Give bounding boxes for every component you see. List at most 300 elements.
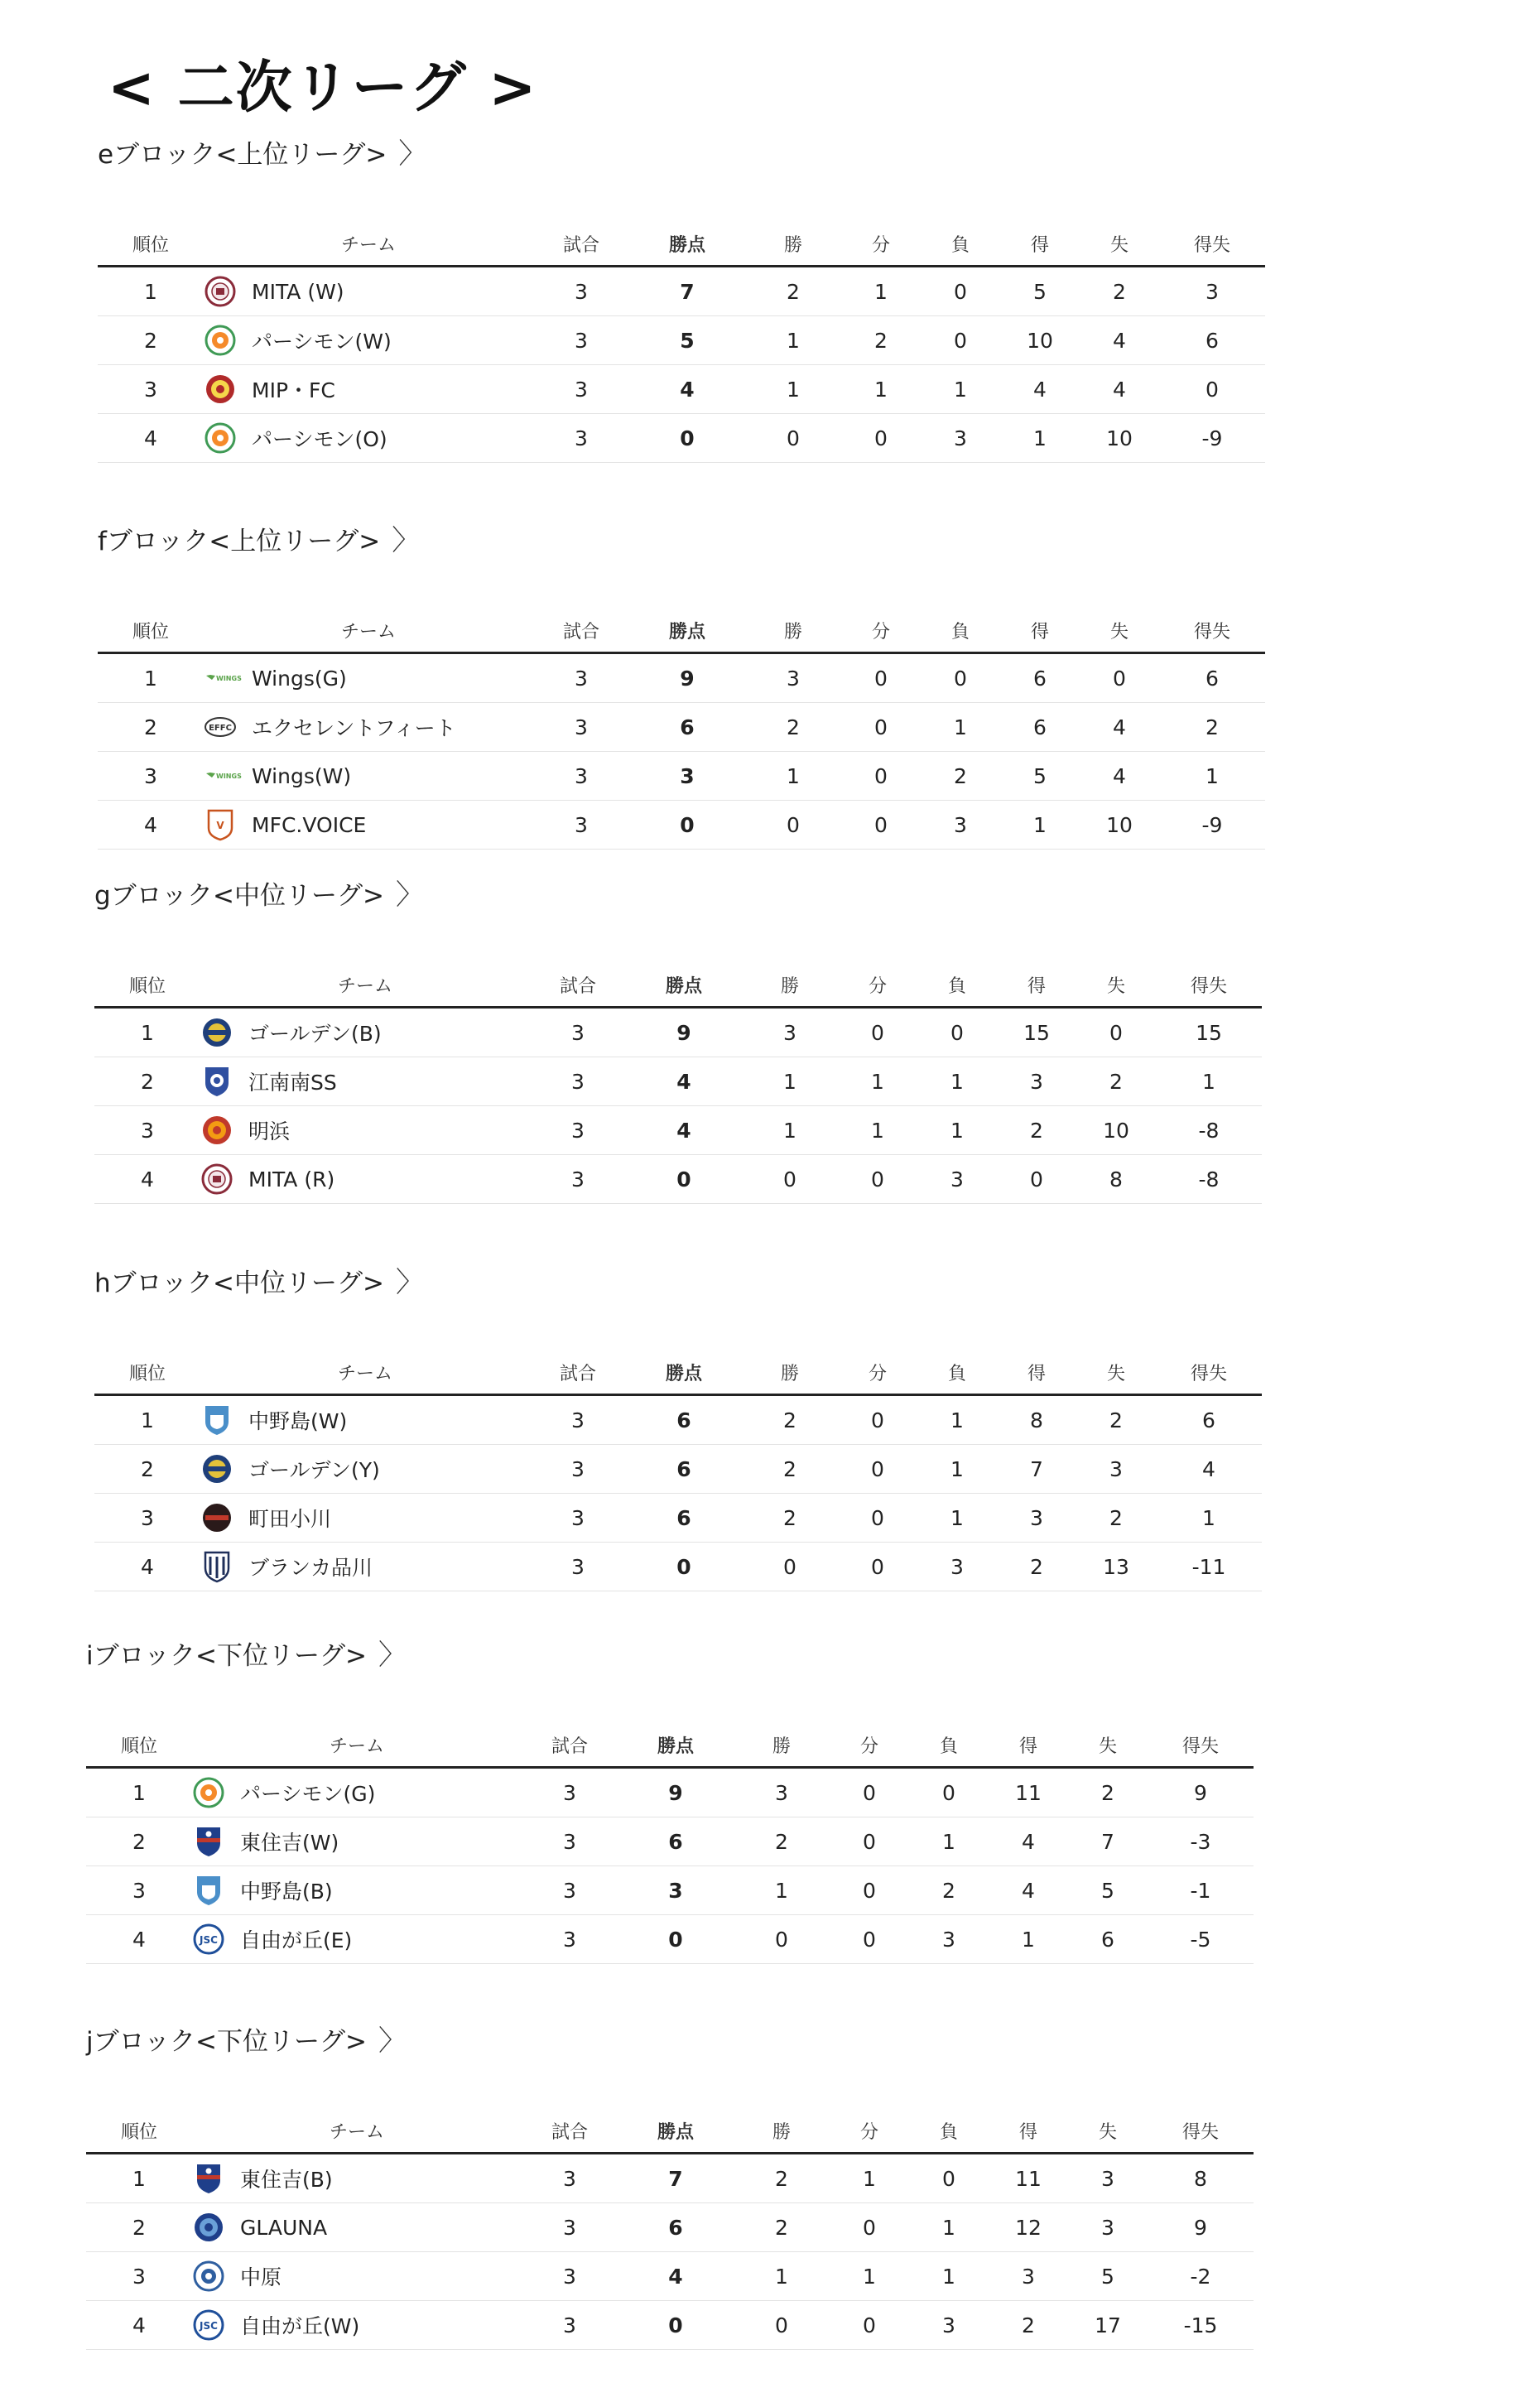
standings-table xyxy=(86,2109,1254,2350)
header-played: 試合 xyxy=(522,2109,618,2154)
team-cell xyxy=(192,2203,522,2252)
block-title-link[interactable] xyxy=(94,1259,424,1300)
drawn-cell: 1 xyxy=(830,2252,909,2301)
table-header-row xyxy=(94,1350,1262,1395)
block-title-link[interactable] xyxy=(98,131,426,171)
team-info xyxy=(192,2162,522,2195)
goal-difference-cell: -8 xyxy=(1156,1106,1262,1155)
points-cell: 9 xyxy=(626,1008,742,1057)
team-cell xyxy=(192,1768,522,1817)
goals-for-cell: 15 xyxy=(997,1008,1076,1057)
header-lost: 負 xyxy=(917,963,997,1008)
table-header-row xyxy=(94,963,1262,1008)
rank-cell: 2 xyxy=(98,703,204,752)
block-title-link[interactable] xyxy=(86,2018,407,2058)
nakanoshima-shield-icon xyxy=(200,1403,233,1437)
goals-for-cell: 2 xyxy=(997,1106,1076,1155)
team-name: パーシモン(O) xyxy=(252,427,387,451)
team-info xyxy=(192,2211,522,2244)
drawn-cell: 1 xyxy=(830,2154,909,2203)
rank-cell: 2 xyxy=(86,2203,192,2252)
standings-table xyxy=(98,222,1265,463)
team-info xyxy=(204,662,533,695)
header-goals-for: 得 xyxy=(989,2109,1068,2154)
rank-cell: 3 xyxy=(98,365,204,414)
points-cell: 3 xyxy=(618,1866,734,1915)
header-lost: 負 xyxy=(909,1723,989,1768)
team-info xyxy=(192,2260,522,2293)
team-name: ゴールデン(Y) xyxy=(248,1458,380,1482)
rank-cell: 1 xyxy=(86,1768,192,1817)
played-cell: 3 xyxy=(522,2252,618,2301)
team-cell xyxy=(204,365,533,414)
team-info xyxy=(204,421,533,455)
header-goals-for: 得 xyxy=(1000,609,1080,653)
team-name: 中野島(B) xyxy=(240,1880,333,1904)
team-name: Wings(W) xyxy=(252,763,352,788)
rank-cell: 2 xyxy=(94,1057,200,1106)
header-team: チーム xyxy=(192,2109,522,2154)
points-cell: 6 xyxy=(618,1817,734,1866)
header-played: 試合 xyxy=(530,1350,626,1395)
team-cell xyxy=(204,801,533,850)
goals-for-cell: 4 xyxy=(989,1866,1068,1915)
header-won: 勝 xyxy=(742,963,838,1008)
header-team: チーム xyxy=(204,222,533,267)
points-cell: 9 xyxy=(629,653,745,703)
team-info xyxy=(200,1452,530,1485)
goals-against-cell: 8 xyxy=(1076,1155,1156,1204)
goal-difference-cell: -8 xyxy=(1156,1155,1262,1204)
rank-cell: 1 xyxy=(94,1008,200,1057)
table-header-row xyxy=(86,1723,1254,1768)
persimmon-crest-icon xyxy=(192,1776,225,1809)
points-cell: 6 xyxy=(626,1445,742,1494)
goal-difference-cell: 9 xyxy=(1148,2203,1254,2252)
played-cell: 3 xyxy=(522,1817,618,1866)
goals-for-cell: 2 xyxy=(997,1543,1076,1591)
goals-against-cell: 2 xyxy=(1076,1494,1156,1543)
played-cell: 3 xyxy=(522,1866,618,1915)
won-cell: 0 xyxy=(742,1155,838,1204)
block-title-link[interactable] xyxy=(94,872,424,912)
header-points: 勝点 xyxy=(626,963,742,1008)
team-cell xyxy=(192,1866,522,1915)
block-title-text: fブロック<上位リーグ> xyxy=(98,527,381,556)
goals-for-cell: 1 xyxy=(1000,414,1080,463)
svg-text:WINGS: WINGS xyxy=(216,675,242,682)
header-rank: 順位 xyxy=(86,1723,192,1768)
points-cell: 0 xyxy=(629,414,745,463)
goal-difference-cell: 6 xyxy=(1159,653,1265,703)
won-cell: 0 xyxy=(745,414,841,463)
played-cell: 3 xyxy=(522,2154,618,2203)
standings-table xyxy=(98,609,1265,850)
lost-cell: 3 xyxy=(921,801,1000,850)
drawn-cell: 0 xyxy=(838,1155,917,1204)
goals-against-cell: 3 xyxy=(1068,2203,1148,2252)
won-cell: 1 xyxy=(745,752,841,801)
team-name: MIP・FC xyxy=(252,378,335,402)
team-name: ブランカ品川 xyxy=(248,1556,373,1580)
team-info xyxy=(192,1874,522,1907)
points-cell: 0 xyxy=(626,1543,742,1591)
goals-for-cell: 11 xyxy=(989,2154,1068,2203)
won-cell: 2 xyxy=(745,267,841,316)
team-cell xyxy=(204,414,533,463)
jiyugaoka-crest-icon xyxy=(192,1923,225,1956)
machida-ogawa-crest-icon xyxy=(200,1501,233,1534)
team-info xyxy=(192,1825,522,1858)
goals-against-cell: 2 xyxy=(1076,1057,1156,1106)
drawn-cell: 0 xyxy=(841,703,921,752)
table-row xyxy=(94,1057,1262,1106)
goals-against-cell: 17 xyxy=(1068,2301,1148,2350)
chevron-right-icon: 〉 xyxy=(378,1639,407,1672)
table-row xyxy=(98,703,1265,752)
table-row xyxy=(94,1008,1262,1057)
team-name: GLAUNA xyxy=(240,2215,328,2240)
team-info xyxy=(204,275,533,308)
svg-text:JSC: JSC xyxy=(200,1934,218,1946)
rank-cell: 1 xyxy=(94,1395,200,1445)
mfc-voice-shield-icon xyxy=(204,808,237,841)
points-cell: 9 xyxy=(618,1768,734,1817)
rank-cell: 1 xyxy=(98,267,204,316)
header-won: 勝 xyxy=(745,222,841,267)
goals-against-cell: 2 xyxy=(1068,1768,1148,1817)
team-name: 東住吉(B) xyxy=(240,2168,333,2192)
lost-cell: 3 xyxy=(909,2301,989,2350)
rank-cell: 4 xyxy=(94,1543,200,1591)
goals-for-cell: 11 xyxy=(989,1768,1068,1817)
jiyugaoka-crest-icon xyxy=(192,2308,225,2342)
played-cell: 3 xyxy=(533,801,629,850)
points-cell: 6 xyxy=(629,703,745,752)
header-drawn: 分 xyxy=(838,963,917,1008)
points-cell: 4 xyxy=(626,1106,742,1155)
won-cell: 2 xyxy=(742,1445,838,1494)
header-drawn: 分 xyxy=(830,1723,909,1768)
header-goals-against: 失 xyxy=(1068,2109,1148,2154)
won-cell: 2 xyxy=(734,2203,830,2252)
golden-crest-icon xyxy=(200,1452,233,1485)
header-won: 勝 xyxy=(742,1350,838,1395)
lost-cell: 0 xyxy=(909,2154,989,2203)
goals-against-cell: 4 xyxy=(1080,316,1159,365)
chevron-right-icon: 〉 xyxy=(395,1266,424,1299)
won-cell: 2 xyxy=(734,1817,830,1866)
goals-for-cell: 3 xyxy=(989,2252,1068,2301)
team-name: MITA (R) xyxy=(248,1167,335,1191)
goals-against-cell: 3 xyxy=(1068,2154,1148,2203)
nakanoshima-shield-icon xyxy=(192,1874,225,1907)
drawn-cell: 0 xyxy=(838,1395,917,1445)
points-cell: 0 xyxy=(618,1915,734,1964)
header-goal-difference: 得失 xyxy=(1159,609,1265,653)
won-cell: 1 xyxy=(745,365,841,414)
team-cell xyxy=(200,1008,530,1057)
table-row xyxy=(98,316,1265,365)
table-row xyxy=(86,1915,1254,1964)
drawn-cell: 0 xyxy=(838,1494,917,1543)
header-goals-against: 失 xyxy=(1076,963,1156,1008)
team-cell xyxy=(204,267,533,316)
header-played: 試合 xyxy=(533,609,629,653)
team-name: 町田小川 xyxy=(248,1507,332,1531)
played-cell: 3 xyxy=(533,752,629,801)
played-cell: 3 xyxy=(533,316,629,365)
block-title-link[interactable] xyxy=(86,1632,407,1673)
team-cell xyxy=(192,2301,522,2350)
won-cell: 1 xyxy=(734,1866,830,1915)
rank-cell: 3 xyxy=(86,2252,192,2301)
won-cell: 0 xyxy=(742,1543,838,1591)
chevron-right-icon: 〉 xyxy=(392,524,421,557)
block-title-text: jブロック<下位リーグ> xyxy=(86,2027,367,2057)
won-cell: 2 xyxy=(742,1494,838,1543)
mita-crest-icon xyxy=(200,1163,233,1196)
points-cell: 4 xyxy=(618,2252,734,2301)
points-cell: 6 xyxy=(618,2203,734,2252)
drawn-cell: 0 xyxy=(830,1866,909,1915)
svg-text:WINGS: WINGS xyxy=(216,773,242,780)
golden-crest-icon xyxy=(200,1016,233,1049)
persimmon-crest-icon xyxy=(204,421,237,455)
header-points: 勝点 xyxy=(629,222,745,267)
played-cell: 3 xyxy=(522,2301,618,2350)
team-cell xyxy=(200,1395,530,1445)
drawn-cell: 1 xyxy=(838,1057,917,1106)
played-cell: 3 xyxy=(522,1915,618,1964)
header-rank: 順位 xyxy=(98,222,204,267)
goal-difference-cell: 9 xyxy=(1148,1768,1254,1817)
lost-cell: 2 xyxy=(921,752,1000,801)
points-cell: 6 xyxy=(626,1494,742,1543)
table-row xyxy=(98,267,1265,316)
lost-cell: 1 xyxy=(917,1106,997,1155)
block-title-text: eブロック<上位リーグ> xyxy=(98,140,387,170)
team-name: 中野島(W) xyxy=(248,1409,348,1433)
team-cell xyxy=(200,1106,530,1155)
points-cell: 7 xyxy=(618,2154,734,2203)
table-row xyxy=(86,1817,1254,1866)
played-cell: 3 xyxy=(533,365,629,414)
table-row xyxy=(98,414,1265,463)
goals-for-cell: 10 xyxy=(1000,316,1080,365)
played-cell: 3 xyxy=(530,1106,626,1155)
goal-difference-cell: -3 xyxy=(1148,1817,1254,1866)
drawn-cell: 1 xyxy=(841,365,921,414)
mita-crest-icon xyxy=(204,275,237,308)
drawn-cell: 0 xyxy=(841,414,921,463)
header-goal-difference: 得失 xyxy=(1156,963,1262,1008)
goal-difference-cell: -9 xyxy=(1159,801,1265,850)
points-cell: 7 xyxy=(629,267,745,316)
rank-cell: 2 xyxy=(86,1817,192,1866)
rank-cell: 4 xyxy=(94,1155,200,1204)
played-cell: 3 xyxy=(530,1395,626,1445)
team-name: 自由が丘(E) xyxy=(240,1928,353,1952)
header-played: 試合 xyxy=(530,963,626,1008)
won-cell: 2 xyxy=(742,1395,838,1445)
goals-for-cell: 0 xyxy=(997,1155,1076,1204)
points-cell: 0 xyxy=(626,1155,742,1204)
team-cell xyxy=(192,2252,522,2301)
standings-table xyxy=(86,1723,1254,1964)
table-row xyxy=(98,653,1265,703)
header-lost: 負 xyxy=(909,2109,989,2154)
header-points: 勝点 xyxy=(618,2109,734,2154)
table-row xyxy=(86,1866,1254,1915)
team-name: エクセレントフィート xyxy=(252,716,456,740)
rank-cell: 4 xyxy=(98,801,204,850)
team-info xyxy=(192,1776,522,1809)
header-team: チーム xyxy=(200,963,530,1008)
team-name: MFC.VOICE xyxy=(252,812,367,837)
header-won: 勝 xyxy=(734,2109,830,2154)
team-info xyxy=(204,759,533,792)
table-header-row xyxy=(86,2109,1254,2154)
goal-difference-cell: -11 xyxy=(1156,1543,1262,1591)
nakahara-crest-icon xyxy=(192,2260,225,2293)
block-title-link[interactable] xyxy=(98,518,420,558)
header-goal-difference: 得失 xyxy=(1156,1350,1262,1395)
played-cell: 3 xyxy=(530,1008,626,1057)
lost-cell: 0 xyxy=(921,653,1000,703)
team-info xyxy=(204,324,533,357)
table-header-row xyxy=(98,222,1265,267)
header-points: 勝点 xyxy=(629,609,745,653)
header-goals-against: 失 xyxy=(1080,609,1159,653)
table-row xyxy=(94,1395,1262,1445)
goal-difference-cell: 8 xyxy=(1148,2154,1254,2203)
rank-cell: 3 xyxy=(86,1866,192,1915)
goals-against-cell: 6 xyxy=(1068,1915,1148,1964)
header-lost: 負 xyxy=(921,609,1000,653)
goals-for-cell: 4 xyxy=(989,1817,1068,1866)
drawn-cell: 0 xyxy=(838,1543,917,1591)
table-row xyxy=(94,1106,1262,1155)
persimmon-crest-icon xyxy=(204,324,237,357)
header-goals-against: 失 xyxy=(1076,1350,1156,1395)
won-cell: 0 xyxy=(745,801,841,850)
points-cell: 5 xyxy=(629,316,745,365)
svg-text:JSC: JSC xyxy=(200,2320,218,2332)
played-cell: 3 xyxy=(530,1155,626,1204)
header-played: 試合 xyxy=(522,1723,618,1768)
points-cell: 6 xyxy=(626,1395,742,1445)
header-goal-difference: 得失 xyxy=(1148,2109,1254,2154)
header-team: チーム xyxy=(192,1723,522,1768)
won-cell: 3 xyxy=(742,1008,838,1057)
header-rank: 順位 xyxy=(94,1350,200,1395)
goals-against-cell: 0 xyxy=(1076,1008,1156,1057)
team-name: 中原 xyxy=(240,2265,282,2289)
goals-for-cell: 2 xyxy=(989,2301,1068,2350)
team-cell xyxy=(192,2154,522,2203)
header-played: 試合 xyxy=(533,222,629,267)
effc-logo-icon xyxy=(204,710,237,744)
table-row xyxy=(86,2154,1254,2203)
points-cell: 0 xyxy=(629,801,745,850)
lost-cell: 0 xyxy=(921,267,1000,316)
goals-for-cell: 1 xyxy=(1000,801,1080,850)
rank-cell: 4 xyxy=(98,414,204,463)
header-team: チーム xyxy=(200,1350,530,1395)
header-drawn: 分 xyxy=(838,1350,917,1395)
lost-cell: 1 xyxy=(917,1057,997,1106)
team-cell xyxy=(200,1494,530,1543)
header-goals-for: 得 xyxy=(1000,222,1080,267)
rank-cell: 3 xyxy=(98,752,204,801)
goals-against-cell: 13 xyxy=(1076,1543,1156,1591)
team-cell xyxy=(200,1155,530,1204)
rank-cell: 4 xyxy=(86,1915,192,1964)
goal-difference-cell: 1 xyxy=(1156,1494,1262,1543)
team-info xyxy=(200,1403,530,1437)
team-cell xyxy=(204,752,533,801)
header-goal-difference: 得失 xyxy=(1159,222,1265,267)
rank-cell: 3 xyxy=(94,1106,200,1155)
goals-for-cell: 5 xyxy=(1000,267,1080,316)
team-info xyxy=(192,2308,522,2342)
table-row xyxy=(86,1768,1254,1817)
team-name: パーシモン(W) xyxy=(252,330,392,354)
lost-cell: 3 xyxy=(921,414,1000,463)
lost-cell: 1 xyxy=(909,2203,989,2252)
goal-difference-cell: 6 xyxy=(1159,316,1265,365)
team-info xyxy=(204,373,533,406)
goal-difference-cell: 1 xyxy=(1156,1057,1262,1106)
goal-difference-cell: 4 xyxy=(1156,1445,1262,1494)
goal-difference-cell: 0 xyxy=(1159,365,1265,414)
team-info xyxy=(200,1016,530,1049)
drawn-cell: 0 xyxy=(841,801,921,850)
played-cell: 3 xyxy=(530,1057,626,1106)
chevron-right-icon: 〉 xyxy=(396,879,425,912)
header-won: 勝 xyxy=(734,1723,830,1768)
lost-cell: 3 xyxy=(909,1915,989,1964)
goals-for-cell: 6 xyxy=(1000,703,1080,752)
won-cell: 1 xyxy=(734,2252,830,2301)
glauna-crest-icon xyxy=(192,2211,225,2244)
played-cell: 3 xyxy=(533,653,629,703)
table-row xyxy=(94,1445,1262,1494)
rank-cell: 2 xyxy=(94,1445,200,1494)
lost-cell: 1 xyxy=(909,1817,989,1866)
header-goals-for: 得 xyxy=(989,1723,1068,1768)
team-name: ゴールデン(B) xyxy=(248,1022,382,1046)
drawn-cell: 0 xyxy=(841,653,921,703)
lost-cell: 1 xyxy=(921,703,1000,752)
wings-logo-icon xyxy=(204,759,242,792)
block-title-text: iブロック<下位リーグ> xyxy=(86,1641,367,1671)
goals-against-cell: 7 xyxy=(1068,1817,1148,1866)
goal-difference-cell: 1 xyxy=(1159,752,1265,801)
table-row xyxy=(94,1543,1262,1591)
lost-cell: 0 xyxy=(917,1008,997,1057)
rank-cell: 1 xyxy=(86,2154,192,2203)
team-info xyxy=(192,1923,522,1956)
team-info xyxy=(200,1163,530,1196)
header-goals-against: 失 xyxy=(1068,1723,1148,1768)
lost-cell: 3 xyxy=(917,1155,997,1204)
header-rank: 順位 xyxy=(86,2109,192,2154)
team-cell xyxy=(204,703,533,752)
meihama-crest-icon xyxy=(200,1114,233,1147)
goals-against-cell: 2 xyxy=(1080,267,1159,316)
